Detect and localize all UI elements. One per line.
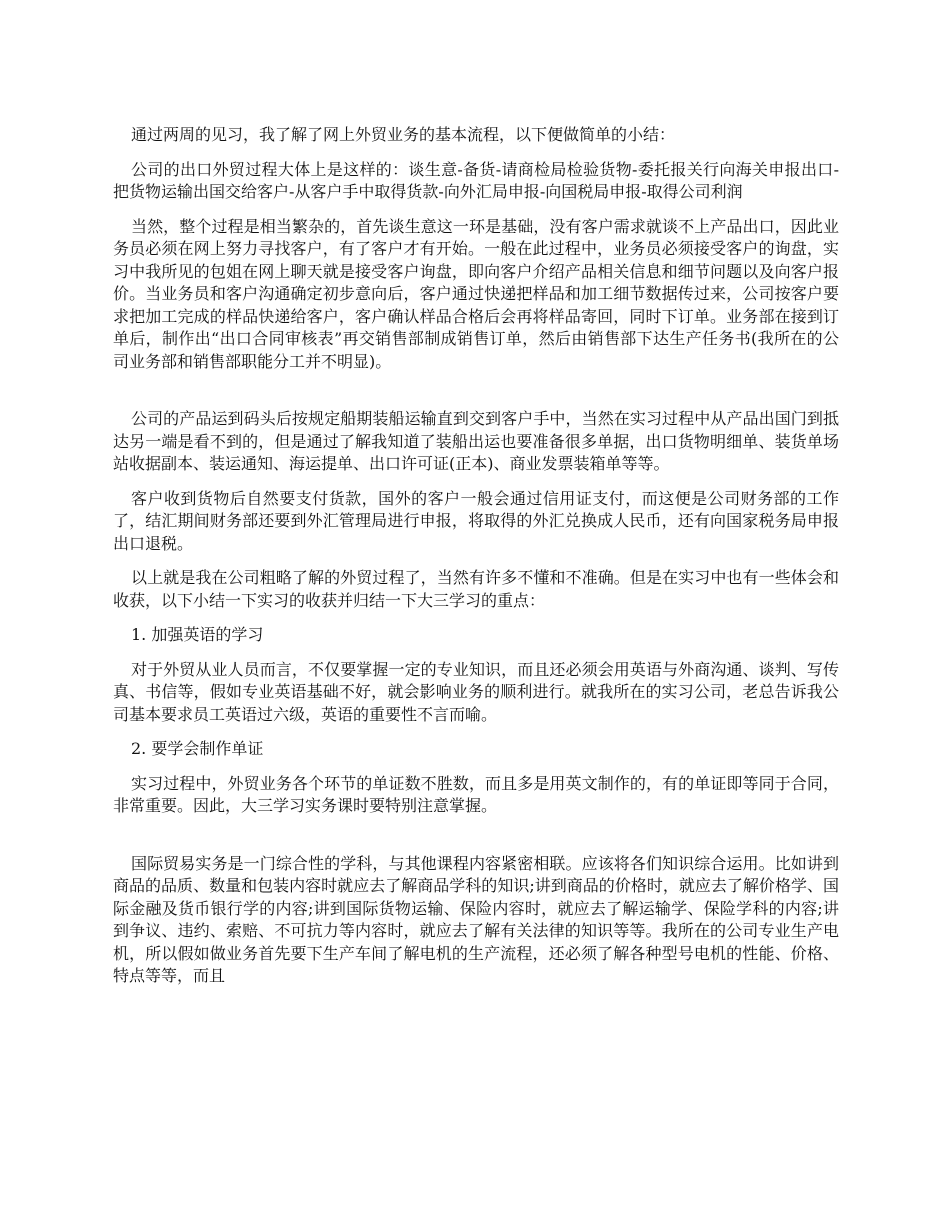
paragraph-payment: 客户收到货物后自然要支付货款，国外的客户一般会通过信用证支付，而这便是公司财务部的工作了，结汇期间财务部还要到外汇管理局进行申报，将取得的外汇兑换成人民币，还有向国家税务局申报出口退税。 xyxy=(113,488,839,553)
paragraph-shipping: 公司的产品运到码头后按规定船期装船运输直到交到客户手中，当然在实习过程中从产品出国门到抵达另一端是看不到的，但是通过了解我知道了装船出运也要准备很多单据，出口货物明细单、装货单场站收据副本、装运通知、海运提单、出口许可证(正本)、商业发票装箱单等等。 xyxy=(113,409,839,473)
section-gap-2 xyxy=(113,830,839,853)
paragraph-business-negotiation: 当然，整个过程是相当繁杂的，首先谈生意这一环是基础，没有客户需求就谈不上产品出口，因此业务员必须在网上努力寻找客户，有了客户才有开始。一般在此过程中，业务员必须接受客户的询盘，实习中我所见的包姐在网上聊天就是接受客户询盘，即向客户介绍产品相关信息和细节问题以及向客户报价。当业务员和客户沟通确定初步意向后，客户通过快递把样品和加工细节数据传过来，公司按客户要求把加工完成的样品快递给客户，客户确认样品合格后会再将样品寄回，同时下订单。业务部在接到订单后，制作出“出口合同审核表”再交销售部制成销售订单，然后由销售部下达生产任务书(我所在的公司业务部和销售部职能分工并不明显)。 xyxy=(113,216,839,371)
paragraph-intro: 通过两周的见习，我了解了网上外贸业务的基本流程，以下便做简单的小结： xyxy=(131,125,676,144)
paragraph-summary: 以上就是我在公司粗略了解的外贸过程了，当然有许多不懂和不准确。但是在实习中也有一些体会和收获，以下小结一下实习的收获并归结一下大三学习的重点： xyxy=(113,568,839,610)
paragraph-documents: 实习过程中，外贸业务各个环节的单证数不胜数，而且多是用英文制作的，有的单证即等同于合同，非常重要。因此，大三学习实务课时要特别注意掌握。 xyxy=(113,773,839,815)
document-body xyxy=(113,124,839,1000)
heading-english-study: 1. 加强英语的学习 xyxy=(131,625,264,644)
paragraph-english: 对于外贸从业人员而言，不仅要掌握一定的专业知识，而且还必须会用英语与外商沟通、谈判、写传真、书信等，假如专业英语基础不好，就会影响业务的顺利进行。就我所在的实习公司，老总告诉我公司基本要求员工英语过六级，英语的重要性不言而喻。 xyxy=(113,659,839,724)
heading-documents: 2. 要学会制作单证 xyxy=(131,739,264,758)
paragraph-export-process: 公司的出口外贸过程大体上是这样的：谈生意-备货-请商检局检验货物-委托报关行向海关申报出口-把货物运输出国交给客户-从客户手中取得货款-向外汇局申报-向国税局申报-取得公司利润 xyxy=(113,159,839,201)
section-gap xyxy=(113,385,839,408)
paragraph-trade-practice: 国际贸易实务是一门综合性的学科，与其他课程内容紧密相联。应该将各们知识综合运用。比如讲到商品的品质、数量和包装内容时就应去了解商品学科的知识;讲到商品的价格时，就应去了解价格学、国际金融及货币银行学的内容;讲到国际货物运输、保险内容时，就应去了解运输学、保险学科的内容;讲到争议、违约、索赔、不可抗力等内容时，就应去了解有关法律的知识等等。我所在的公司专业生产电机，所以假如做业务首先要下生产车间了解电机的生产流程，还必须了解各种型号电机的性能、价格、特点等等，而且 xyxy=(113,853,839,985)
